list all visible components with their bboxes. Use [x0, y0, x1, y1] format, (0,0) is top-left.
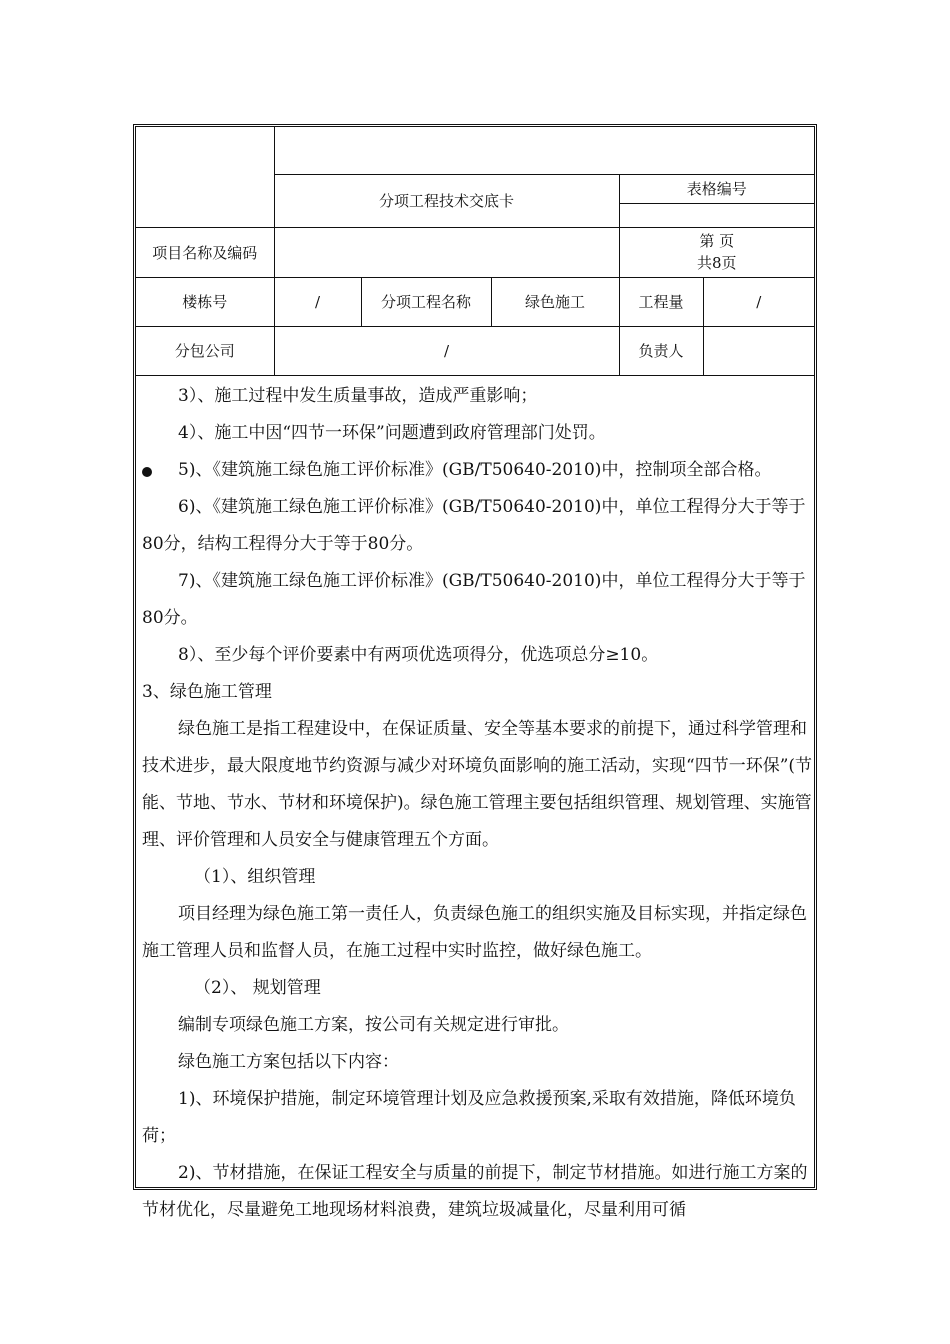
form-frame — [133, 124, 817, 1220]
paragraph: 1)、环境保护措施，制定环境管理计划及应急救援预案,采取有效措施，降低环境负荷； — [142, 1089, 796, 1146]
paragraph: 4）、施工中因“四节一环保”问题遭到政府管理部门处罚。 — [178, 423, 606, 443]
quantity-value: / — [703, 277, 814, 326]
form-number-value — [619, 203, 814, 227]
subproject-label: 分项工程名称 — [361, 277, 491, 326]
bulleted-paragraph — [142, 452, 814, 489]
company-cell — [274, 127, 814, 174]
form-number-label: 表格编号 — [619, 174, 814, 203]
paragraph: 绿色施工方案包括以下内容： — [178, 1052, 399, 1072]
paragraph: 2)、节材措施，在保证工程安全与质量的前提下，制定节材措施。如进行施工方案的节材优化，尽量避免工地现场材料浪费，建筑垃圾减量化，尽量利用可循 — [142, 1163, 808, 1220]
section-heading: 3、绿色施工管理 — [142, 682, 272, 702]
subcontractor-value: / — [274, 326, 619, 375]
paragraph: 3）、施工过程中发生质量事故，造成严重影响； — [178, 386, 538, 406]
project-label: 项目名称及编码 — [136, 227, 274, 277]
paragraph-text: 5)、《建筑施工绿色施工评价标准》(GB/T50640-2010)中，控制项全部合格。 — [178, 460, 772, 480]
quantity-label: 工程量 — [619, 277, 703, 326]
project-value — [274, 227, 619, 277]
logo-cell — [136, 127, 274, 227]
bullet-icon — [142, 467, 152, 477]
responsible-label: 负责人 — [619, 326, 703, 375]
form-title: 分项工程技术交底卡 — [274, 174, 619, 227]
building-label: 楼栋号 — [136, 277, 274, 326]
paragraph: 6)、《建筑施工绿色施工评价标准》(GB/T50640-2010)中，单位工程得分大于等于80分，结构工程得分大于等于80分。 — [142, 497, 806, 554]
paragraph: 7)、《建筑施工绿色施工评价标准》(GB/T50640-2010)中，单位工程得分大于等于80分。 — [142, 571, 806, 628]
subcontractor-label: 分包公司 — [136, 326, 274, 375]
building-value: / — [274, 277, 361, 326]
document-body — [142, 378, 814, 1229]
page-info — [619, 227, 814, 277]
paragraph: 绿色施工是指工程建设中，在保证质量、安全等基本要求的前提下，通过科学管理和技术进步，最大限度地节约资源与减少对环境负面影响的施工活动，实现“四节一环保”(节能、节地、节水、节材和环境保护)。绿色施工管理主要包括组织管理、规划管理、实施管理、评价管理和人员安全与健康管理五个方面。 — [142, 719, 813, 850]
paragraph: 项目经理为绿色施工第一责任人，负责绿色施工的组织实施及目标实现，并指定绿色施工管理人员和监督人员，在施工过程中实时监控，做好绿色施工。 — [142, 904, 807, 961]
paragraph: 8）、至少每个评价要素中有两项优选项得分，优选项总分≥10。 — [178, 645, 659, 665]
paragraph: 编制专项绿色施工方案，按公司有关规定进行审批。 — [178, 1015, 569, 1035]
responsible-value — [703, 326, 814, 375]
header-table — [136, 127, 814, 376]
subproject-value: 绿色施工 — [491, 277, 619, 326]
page-total: 共8页 — [696, 254, 737, 272]
subsection-heading: （2）、 规划管理 — [194, 978, 321, 998]
subsection-heading: （1）、组织管理 — [194, 867, 316, 887]
page-label: 第 页 — [699, 232, 735, 250]
